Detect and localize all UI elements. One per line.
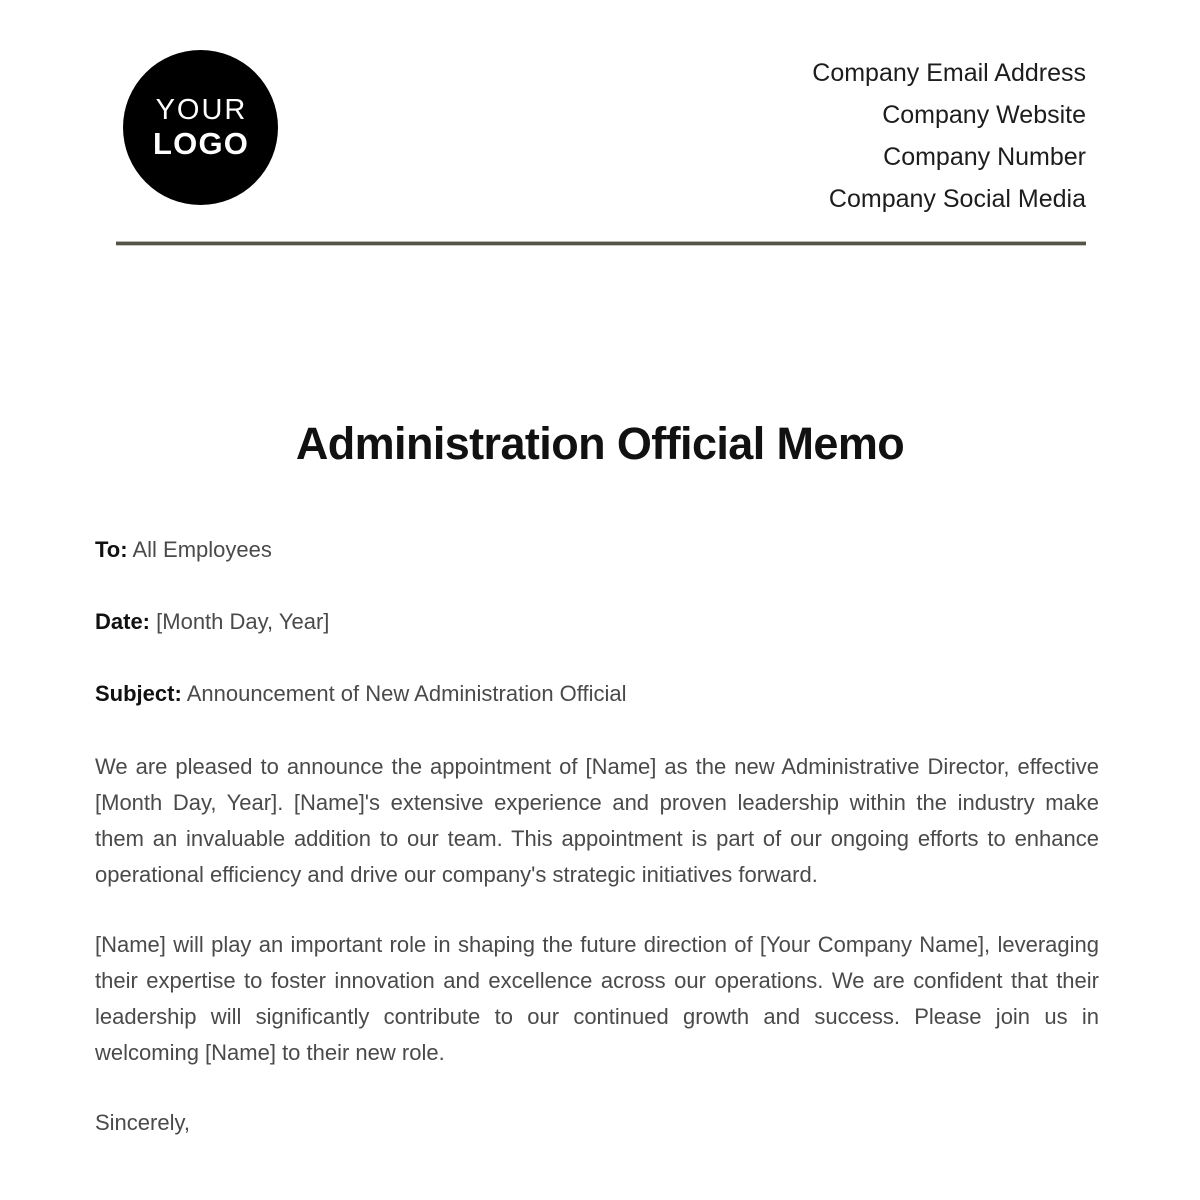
- memo-content: [95, 533, 1099, 1141]
- document-header: [0, 0, 1200, 232]
- company-logo: [123, 50, 278, 205]
- memo-field-date: [95, 605, 1099, 639]
- memo-field-to: [95, 533, 1099, 567]
- memo-field-subject-value: Announcement of New Administration Official: [186, 681, 627, 706]
- page-title: Administration Official Memo: [295, 418, 905, 469]
- memo-field-subject-label: Subject:: [95, 681, 182, 706]
- contact-email-address: Company Email Address: [812, 59, 1086, 87]
- header-divider: [116, 241, 1086, 246]
- logo-text-primary: YOUR: [155, 94, 248, 126]
- memo-field-to-label: To:: [95, 537, 128, 562]
- memo-field-date-value: [Month Day, Year]: [156, 609, 330, 634]
- memo-paragraph-2: [Name] will play an important role in shaping the future direction of [Your Company Name], leveraging their expertise to foster innovation and excellence across our operations. We are confident that their leadership will significantly contribute to our continued growth and success. Please join us in welcoming [Name] to their new role.: [95, 932, 1099, 1065]
- company-contact-block: [526, 52, 1086, 220]
- contact-website: Company Website: [882, 101, 1086, 129]
- memo-closing: Sincerely,: [95, 1110, 190, 1135]
- contact-social-media: Company Social Media: [828, 185, 1086, 213]
- memo-field-date-label: Date:: [95, 609, 151, 634]
- logo-text-secondary: LOGO: [153, 126, 250, 161]
- memo-field-subject: [95, 677, 1099, 711]
- contact-phone-number: Company Number: [883, 143, 1086, 171]
- memo-field-to-value: All Employees: [132, 537, 272, 562]
- memo-paragraph-1: We are pleased to announce the appointment of [Name] as the new Administrative Director, effective [Month Day, Year]. [Name]'s extensive experience and proven leadership within the industry make them an invaluable addition to our team. This appointment is part of our ongoing efforts to enhance operational efficiency and drive our company's strategic initiatives forward.: [95, 754, 1099, 887]
